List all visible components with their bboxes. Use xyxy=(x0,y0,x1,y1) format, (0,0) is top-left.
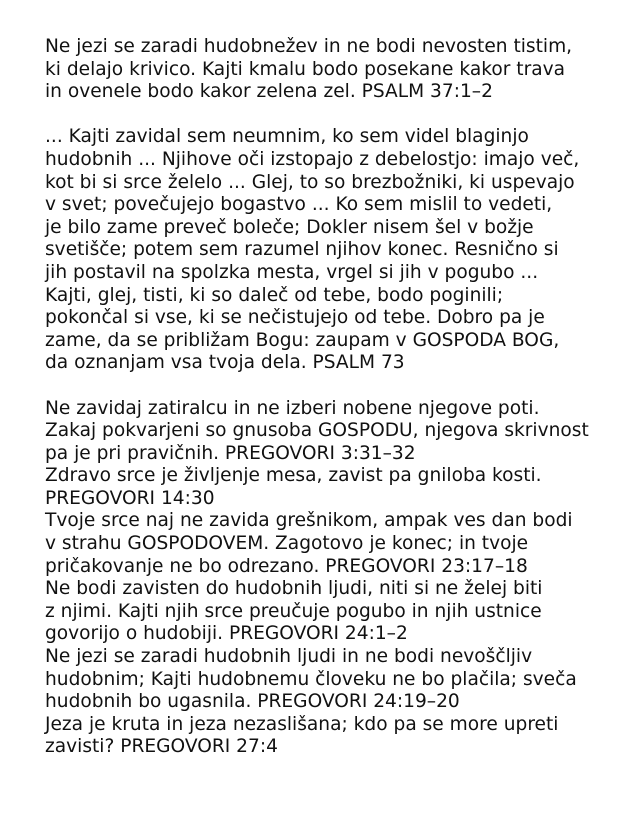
text-line: Ne bodi zavisten do hudobnih ljudi, niti si ne želej biti xyxy=(45,578,543,600)
text-line: Zdravo srce je življenje mesa, zavist pa gniloba kosti. xyxy=(45,465,542,487)
text-line: z njimi. Kajti njih srce preučuje pogubo in njih ustnice xyxy=(45,600,542,622)
text-line: ... Kajti zavidal sem neumnim, ko sem videl blaginjo xyxy=(45,126,529,148)
text-line: v svet; povečujejo bogastvo ... Ko sem mislil to vedeti, xyxy=(45,194,553,216)
text-line: jih postavil na spolzka mesta, vrgel si jih v pogubo ... xyxy=(45,261,539,283)
text-line: da oznanjam vsa tvoja dela. PSALM 73 xyxy=(45,352,405,374)
text-line: svetišče; potem sem razumel njihov konec. Resnično si xyxy=(45,239,559,261)
text-line: hudobnih ... Njihove oči izstopajo z debelostjo: imajo več, xyxy=(45,148,580,170)
text-line: kot bi si srce želelo ... Glej, to so brezbožniki, ki uspevajo xyxy=(45,171,575,193)
text-line: Tvoje srce naj ne zavida grešnikom, ampak ves dan bodi xyxy=(45,510,573,532)
text-line: in ovenele bodo kakor zelena zel. PSALM 37:1–2 xyxy=(45,81,493,103)
text-line: pričakovanje ne bo odrezano. PREGOVORI 23:17–18 xyxy=(45,555,528,577)
paragraph-proverbs xyxy=(45,398,605,760)
text-line: pokončal si vse, ki se nečistujejo od tebe. Dobro pa je xyxy=(45,307,545,329)
text-line: zavisti? PREGOVORI 27:4 xyxy=(45,736,278,758)
paragraph-psalm-37 xyxy=(45,36,605,104)
text-line: zame, da se približam Bogu: zaupam v GOSPODA BOG, xyxy=(45,329,560,351)
document-page xyxy=(45,36,605,759)
text-line: Jeza je kruta in jeza nezaslišana; kdo pa se more upreti xyxy=(45,713,559,735)
text-line: govorijo o hudobiji. PREGOVORI 24:1–2 xyxy=(45,623,408,645)
text-line: v strahu GOSPODOVEM. Zagotovo je konec; in tvoje xyxy=(45,533,529,555)
text-line: je bilo zame preveč boleče; Dokler nisem šel v božje xyxy=(45,216,534,238)
text-line: Zakaj pokvarjeni so gnusoba GOSPODU, njegova skrivnost xyxy=(45,420,589,442)
text-line: Kajti, glej, tisti, ki so daleč od tebe, bodo poginili; xyxy=(45,284,504,306)
text-line: Ne jezi se zaradi hudobnežev in ne bodi nevosten tistim, xyxy=(45,36,573,57)
text-line: hudobnih bo ugasnila. PREGOVORI 24:19–20 xyxy=(45,691,460,713)
text-line: ki delajo krivico. Kajti kmalu bodo posekane kakor trava xyxy=(45,58,566,80)
text-line: PREGOVORI 14:30 xyxy=(45,487,215,509)
text-line: Ne zavidaj zatiralcu in ne izberi nobene njegove poti. xyxy=(45,397,540,419)
text-line: hudobnim; Kajti hudobnemu človeku ne bo plačila; sveča xyxy=(45,668,577,690)
text-line: Ne jezi se zaradi hudobnih ljudi in ne bodi nevoščljiv xyxy=(45,646,533,668)
text-line: pa je pri pravičnih. PREGOVORI 3:31–32 xyxy=(45,442,416,464)
paragraph-psalm-73 xyxy=(45,126,605,375)
